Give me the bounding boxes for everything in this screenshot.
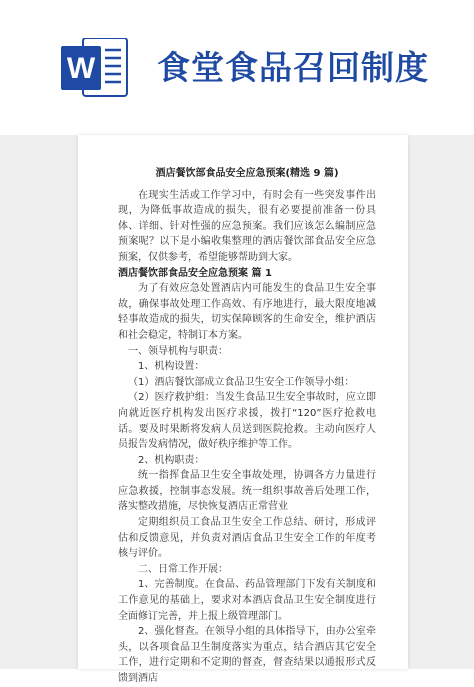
document-header <box>0 0 474 135</box>
section-title: 酒店餐饮部食品安全应急预案 篇 1 <box>118 267 272 279</box>
paragraph: 二、日常工作开展： <box>138 563 228 575</box>
paragraph: 统一指挥食品卫生安全事故处理，协调各方力量进行应急救援，控制事态发展。统一组织事故善后处理工作，落实整改措施，尽快恢复酒店正常营业 <box>118 470 376 513</box>
page-title: 食堂食品召回制度 <box>157 48 429 87</box>
paragraph: 为了有效应急处置酒店内可能发生的食品卫生安全事故，确保事故处理工作高效、有序地进行，最大限度地减轻事故造成的损失，切实保障顾客的生命安全，维护酒店和社会稳定，特制订本方案。 <box>118 283 376 341</box>
intro-paragraph: 在现实生活或工作学习中，有时会有一些突发事件出现，为降低事故造成的损失，很有必要提前准备一份具体、详细、针对性强的应急预案。我们应该怎么编制应急预案呢？以下是小编收集整理的酒店餐饮部食品安全应急预案，仅供参考，希望能够帮助到大家。 <box>118 189 376 263</box>
document-body <box>118 166 376 687</box>
paragraph: 定期组织员工食品卫生安全工作总结、研讨，形成评估和反馈意见，并负责对酒店食品卫生安全工作的年度考核与评价。 <box>118 517 376 560</box>
paragraph: 2、机构职责： <box>138 454 205 466</box>
word-document-icon <box>61 38 131 98</box>
word-logo-letter: W <box>66 52 96 85</box>
paragraph: 2、强化督查。在领导小组的具体指导下，由办公室牵头，以各项食品卫生制度落实为重点，结合酒店其它安全工作，进行定期和不定期的督查，督查结果以通报形式反馈到酒店 <box>118 626 376 684</box>
paragraph: 1、完善制度。在食品、药品管理部门下发有关制度和工作意见的基础上，要求对本酒店食品卫生安全制度进行全面修订完善，并上报上级管理部门。 <box>118 579 376 622</box>
paragraph: （1）酒店餐饮部成立食品卫生安全工作领导小组： <box>128 376 355 388</box>
paragraph: （2）医疗救护组：当发生食品卫生安全事故时，应立即向就近医疗机构发出医疗求援，拨打“120”医疗抢救电话。要及时果断将发病人员送到医院抢救。主动向医疗人员报告发病情况，做好秩序维护等工作。 <box>118 392 376 451</box>
paragraph: 1、机构设置： <box>138 361 205 373</box>
document-heading: 酒店餐饮部食品安全应急预案(精选 9 篇) <box>155 168 339 179</box>
paragraph: 一、领导机构与职责： <box>128 345 228 357</box>
